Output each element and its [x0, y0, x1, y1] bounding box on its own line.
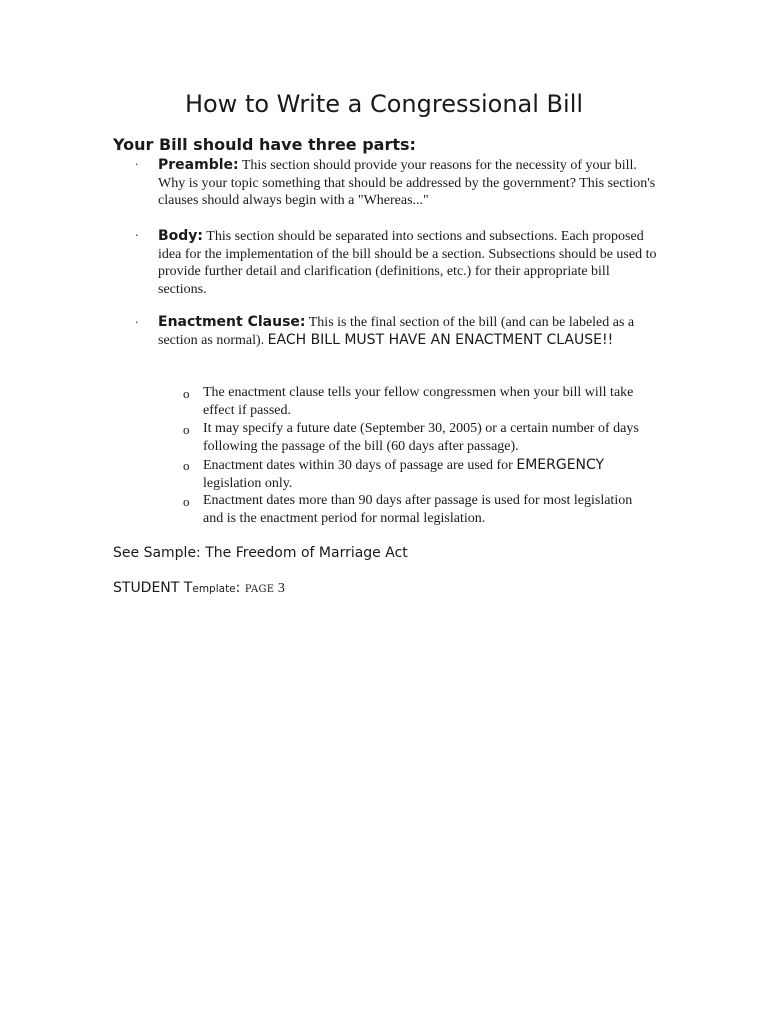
enactment-note: Enactment dates more than 90 days after passage is used for most legislation and is the enactment period for normal legislation.	[203, 493, 633, 526]
enactment-note: It may specify a future date (September 30, 2005) or a certain number of days following the passage of the bill (60 days after passage).	[203, 421, 639, 454]
part-enactment-clause	[158, 314, 658, 349]
document-title: How to Write a Congressional Bill	[184, 90, 584, 118]
template-page-number: 3	[274, 581, 285, 596]
template-student-word: STUDENT	[113, 580, 184, 596]
student-template-reference	[113, 578, 285, 600]
sub-bullet-marker: o	[183, 494, 190, 509]
enactment-note	[203, 456, 653, 493]
sub-bullet-marker: o	[183, 458, 190, 473]
part-text: This section should be separated into sections and subsections. Each proposed idea for the implementation of the bill should be a section. Subsections should be used to provide further detail and clarification (definitions, etc.) for their appropriate bill sections.	[158, 229, 657, 297]
template-colon: :	[235, 580, 245, 596]
part-label: Enactment Clause:	[158, 314, 306, 330]
bullet-marker: ·	[135, 158, 139, 171]
template-word-rest: emplate	[192, 583, 236, 595]
part-preamble	[158, 157, 658, 210]
part-body	[158, 228, 658, 298]
part-text: This is the final section of the bill (and can be labeled as a section as normal).	[158, 315, 635, 348]
note-text: legislation only.	[203, 476, 293, 491]
part-caps-text: EACH BILL MUST HAVE AN ENACTMENT CLAUSE!!	[267, 331, 614, 348]
note-text: Enactment dates within 30 days of passage are used for	[203, 458, 517, 473]
part-text: This section should provide your reasons for the necessity of your bill. Why is your topic something that should be addressed by the government? This section's clauses should always begin with a "Whereas..."	[158, 158, 656, 208]
bullet-marker: ·	[135, 229, 139, 242]
sub-bullet-marker: o	[183, 422, 190, 437]
part-label: Body:	[158, 228, 204, 244]
bullet-marker: ·	[135, 316, 139, 329]
enactment-note: The enactment clause tells your fellow congressmen when your bill will take effect if passed.	[203, 385, 634, 418]
template-initial: T	[183, 580, 193, 596]
section-heading: Your Bill should have three parts:	[113, 135, 416, 154]
sub-bullet-marker: o	[183, 386, 190, 401]
part-label: Preamble:	[158, 157, 239, 173]
sample-reference: See Sample: The Freedom of Marriage Act	[113, 545, 408, 561]
note-caps-text: EMERGENCY	[516, 457, 605, 473]
template-page-word: PAGE	[244, 584, 275, 595]
